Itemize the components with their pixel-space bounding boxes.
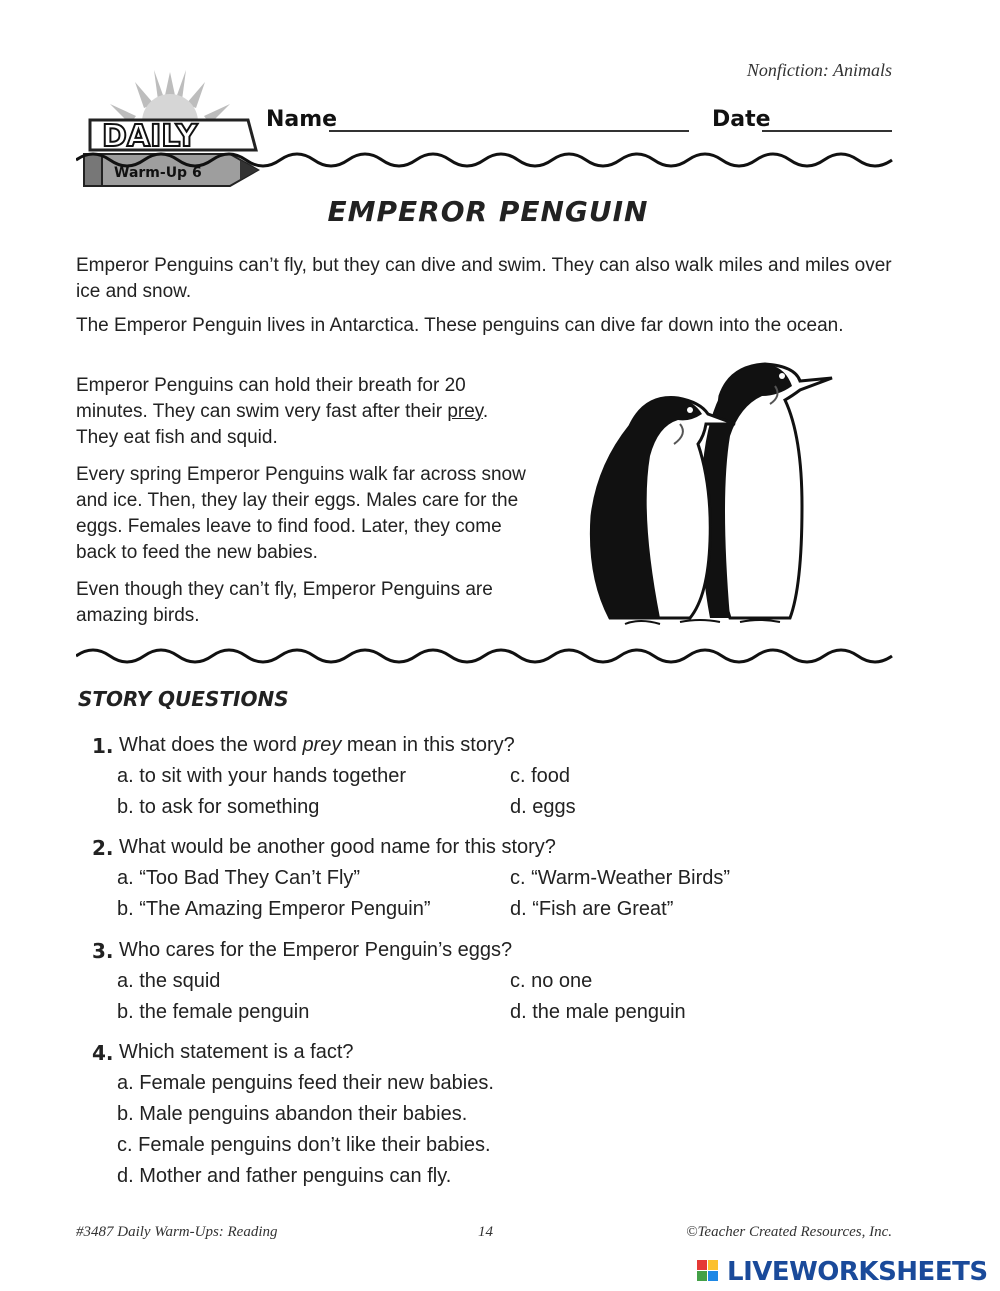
name-label: Name (266, 107, 338, 132)
liveworksheets-logo[interactable] (697, 1257, 993, 1287)
question-1-option-c[interactable]: c. food (510, 765, 571, 787)
question-3-number: 3. (92, 939, 114, 963)
penguin-right-icon (701, 364, 832, 618)
daily-warmup-logo (80, 70, 260, 190)
question-4-option-c[interactable]: c. Female penguins don’t like their babies. (117, 1134, 491, 1156)
question-2-option-a[interactable]: a. “Too Bad They Can’t Fly” (117, 867, 361, 889)
story-paragraph-5: Even though they can’t fly, Emperor Penguins are amazing birds. (76, 579, 493, 626)
question-1-option-a[interactable]: a. to sit with your hands together (117, 765, 407, 787)
question-1-number: 1. (92, 734, 114, 758)
emperor-penguins-illustration (570, 356, 860, 636)
question-4-option-d[interactable]: d. Mother and father penguins can fly. (117, 1165, 452, 1187)
question-2-text: What would be another good name for this story? (119, 836, 556, 858)
question-4-option-a[interactable]: a. Female penguins feed their new babies. (117, 1072, 494, 1094)
footer-copyright: ©Teacher Created Resources, Inc. (686, 1224, 892, 1240)
logo-block-icon (697, 1260, 707, 1270)
date-label: Date (712, 107, 771, 132)
question-3-option-c[interactable]: c. no one (510, 970, 593, 992)
question-1-option-d[interactable]: d. eggs (510, 796, 576, 818)
question-1-option-b[interactable]: b. to ask for something (117, 796, 320, 818)
story-paragraph-3: Emperor Penguins can hold their breath for 20 minutes. They can swim very fast after their prey. They eat fish and squid. (76, 375, 489, 448)
question-3-option-b[interactable]: b. the female penguin (117, 1001, 310, 1023)
category-label: Nonfiction: Animals (746, 60, 892, 80)
question-3-text: Who cares for the Emperor Penguin’s eggs? (119, 939, 513, 961)
question-3-option-a[interactable]: a. the squid (117, 970, 221, 992)
story-paragraph-4: Every spring Emperor Penguins walk far across snow and ice. Then, they lay their eggs. Males care for the eggs. Females leave to find food. Later, they come back to feed the new babies. (76, 464, 526, 563)
question-2-number: 2. (92, 836, 114, 860)
logo-block-icon (708, 1271, 718, 1281)
vocab-word-prey: prey (447, 401, 483, 422)
story-questions-heading: STORY QUESTIONS (78, 687, 289, 711)
story-title: EMPEROR PENGUIN (327, 195, 649, 228)
question-1-text: What does the word prey mean in this story? (119, 734, 515, 756)
question-3-option-d[interactable]: d. the male penguin (510, 1001, 686, 1023)
question-4-text: Which statement is a fact? (119, 1041, 354, 1063)
question-4-option-b[interactable]: b. Male penguins abandon their babies. (117, 1103, 468, 1125)
footer-page-number: 14 (478, 1224, 493, 1240)
liveworksheets-wordmark: LIVEWORKSHEETS (727, 1257, 988, 1287)
date-field[interactable] (762, 130, 892, 132)
logo-subtitle: Warm-Up 6 (114, 165, 202, 181)
wave-divider-middle (76, 644, 894, 668)
story-paragraph-2: The Emperor Penguin lives in Antarctica. These penguins can dive far down into the ocean. (76, 315, 844, 336)
name-field[interactable] (329, 130, 689, 132)
wave-divider-top (76, 148, 894, 172)
question-2-option-d[interactable]: d. “Fish are Great” (510, 898, 674, 920)
question-4-number: 4. (92, 1041, 114, 1065)
logo-block-icon (708, 1260, 718, 1270)
logo-block-icon (697, 1271, 707, 1281)
question-2-option-b[interactable]: b. “The Amazing Emperor Penguin” (117, 898, 431, 920)
logo-word: DAILY (102, 119, 198, 154)
story-paragraph-1: Emperor Penguins can’t fly, but they can dive and swim. They can also walk miles and miles over ice and snow. (76, 255, 892, 302)
footer-book-title: #3487 Daily Warm-Ups: Reading (76, 1224, 278, 1240)
question-2-option-c[interactable]: c. “Warm-Weather Birds” (510, 867, 731, 889)
